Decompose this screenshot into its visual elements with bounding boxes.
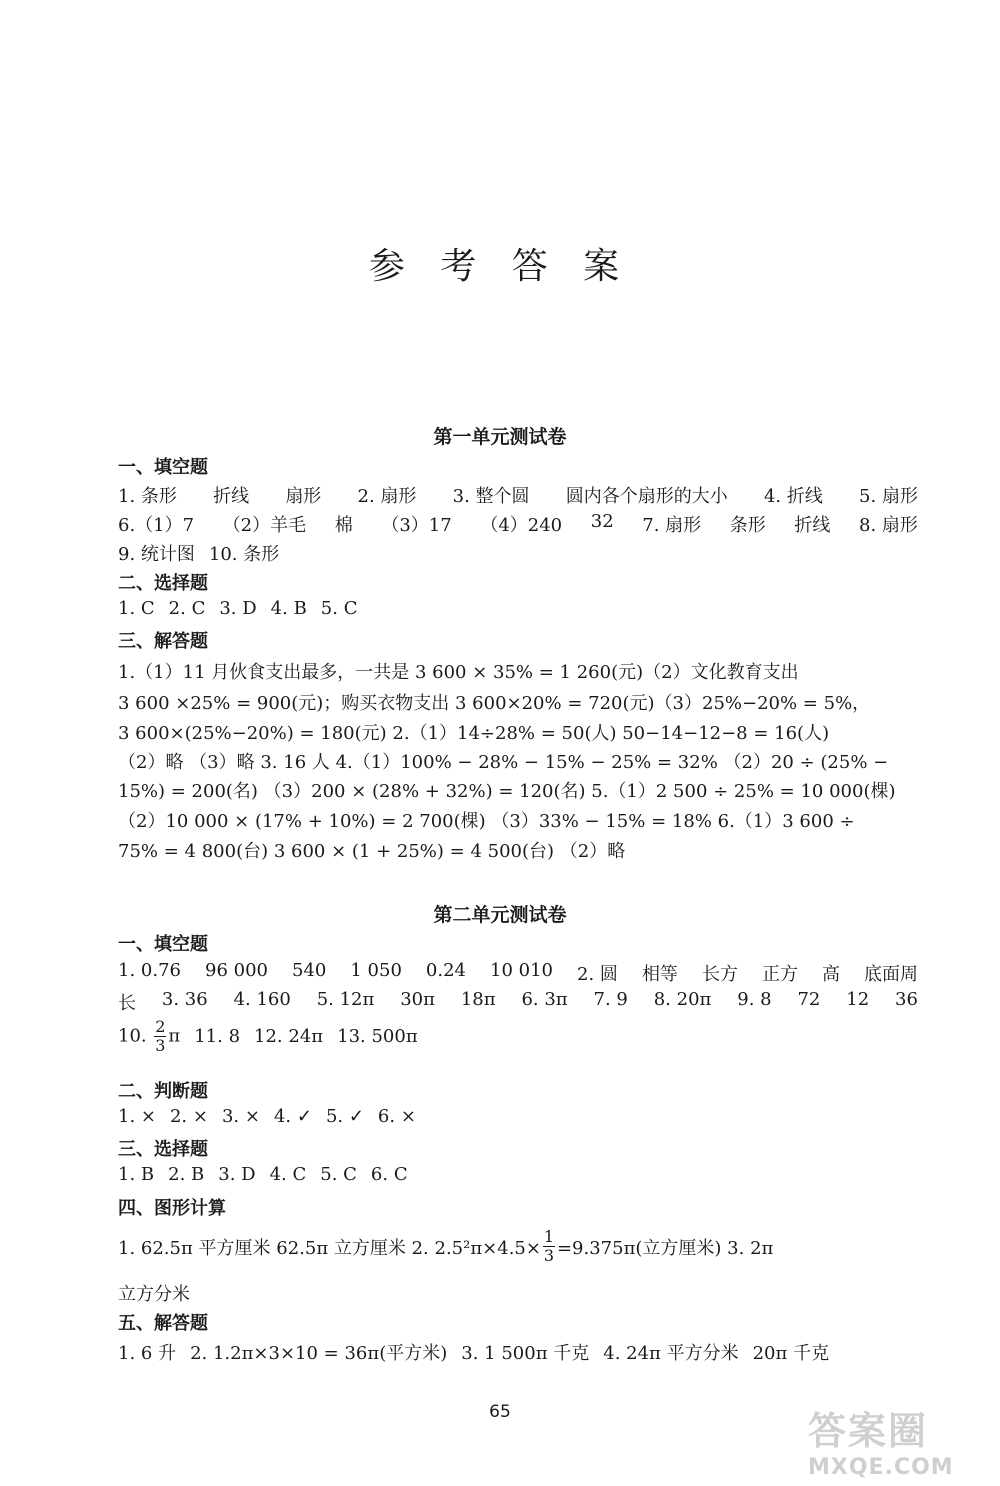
- unit1-title: 第一单元测试卷: [433, 426, 567, 448]
- answer-item: 7. 9: [593, 989, 628, 1010]
- answer-item: 6. 3π: [521, 989, 568, 1010]
- answer-item: 相等: [641, 964, 678, 985]
- answer-item: 3. 1 500π 千克: [461, 1343, 590, 1364]
- unit2-line-6: [118, 1228, 918, 1265]
- answer-item: 5. ✓: [325, 1106, 364, 1127]
- unit2-section-choice: 三、选择题: [118, 1139, 208, 1160]
- answer-item: 36: [895, 989, 918, 1010]
- unit2-line-1: [118, 960, 918, 986]
- answer-item: （2）羊毛: [222, 515, 307, 536]
- answer-item: 13. 500π: [337, 1026, 418, 1047]
- answer-item: 2. 扇形: [357, 486, 417, 507]
- answer-item: 9. 8: [737, 989, 772, 1010]
- answer-item: 6. C: [370, 1164, 408, 1185]
- unit2-line-4: [118, 1106, 918, 1127]
- answer-item: 10 010: [490, 960, 553, 981]
- unit1-line-6: 3 600 ×25% = 900(元)；购买衣物支出 3 600×20% = 720(元)（3）25%−20% = 5%，: [118, 693, 871, 714]
- unit2-line-7: 立方分米: [118, 1284, 190, 1305]
- answer-item: 3. 36: [161, 989, 208, 1010]
- unit1-line-1: [118, 482, 918, 508]
- answer-item: 条形: [729, 515, 766, 536]
- unit1-line-11: 75% = 4 800(台) 3 600 × (1 + 25%) = 4 500(台) （2）略: [118, 841, 626, 862]
- unit2-line-3: [118, 1018, 918, 1055]
- fraction-denominator: 3: [543, 1246, 555, 1265]
- pi-symbol: π: [168, 1025, 181, 1047]
- unit1-line-9: 15%) = 200(名) （3）200 × (28% + 32%) = 120(名) 5.（1）2 500 ÷ 25% = 10 000(棵): [118, 781, 896, 802]
- unit2-section-solution: 五、解答题: [118, 1313, 208, 1334]
- answer-item: 正方: [761, 964, 798, 985]
- unit2-line-2: [118, 989, 918, 1015]
- answer-item: 72: [797, 989, 821, 1010]
- answer-item: 2. ×: [169, 1106, 208, 1127]
- answer-item: 4. 160: [233, 989, 291, 1010]
- answer-item: 3. 整个圆: [452, 486, 530, 507]
- answer-item: 12. 24π: [254, 1026, 324, 1047]
- answer-item: 5. C: [320, 598, 358, 619]
- answer-item: 5. 扇形: [859, 486, 918, 507]
- answer-item: 6. ×: [377, 1106, 416, 1127]
- answer-item: 折线: [794, 515, 831, 536]
- fraction: [154, 1018, 166, 1055]
- fraction: [543, 1228, 555, 1265]
- answer-item: 5. 12π: [316, 989, 375, 1010]
- answer-item: 5. C: [320, 1164, 357, 1185]
- unit2-title: 第二单元测试卷: [433, 904, 567, 926]
- answer-item: 1. ×: [118, 1106, 156, 1127]
- unit2-line-5: [118, 1164, 918, 1185]
- answer-item: 4. B: [270, 598, 307, 619]
- answer-item: 30π: [400, 989, 435, 1010]
- unit1-line-2: [118, 511, 918, 537]
- unit1-line-8: （2）略 （3）略 3. 16 人 4.（1）100% − 28% − 15% − 25% = 32% （2）20 ÷ (25% −: [118, 752, 889, 773]
- item-number: 10.: [118, 1025, 147, 1047]
- unit1-line-5: 1.（1）11 月伙食支出最多，一共是 3 600 × 35% = 1 260(元)（2）文化教育支出: [118, 662, 799, 683]
- unit1-section-fill-blank: 一、填空题: [118, 457, 208, 478]
- answer-item: 540: [292, 960, 327, 981]
- answer-item: 4. ✓: [273, 1106, 312, 1127]
- unit2-section-judge: 二、判断题: [118, 1081, 208, 1102]
- watermark-en: MXQE.COM: [808, 1455, 954, 1480]
- answer-item: 20π 千克: [752, 1343, 830, 1364]
- answer-item: 折线: [213, 486, 250, 507]
- answer-item: 1. 0.76: [118, 960, 181, 981]
- unit1-section-choice: 二、选择题: [118, 573, 208, 594]
- answer-item: 9. 统计图: [118, 544, 195, 565]
- unit2-section-fill-blank: 一、填空题: [118, 934, 208, 955]
- answer-item: 7. 扇形: [642, 515, 702, 536]
- answer-item: 18π: [460, 989, 496, 1010]
- unit2-line-8: [118, 1339, 918, 1365]
- answer-item: 2. B: [168, 1164, 205, 1185]
- page-title: 参 考 答 案: [368, 246, 632, 287]
- answer-text: =9.375π(立方厘米) 3. 2π: [556, 1237, 774, 1259]
- answer-text: 1. 62.5π 平方厘米 62.5π 立方厘米 2. 2.5²π×4.5×: [118, 1237, 541, 1259]
- answer-item: 11. 8: [194, 1026, 241, 1047]
- unit2-section-figure-calc: 四、图形计算: [118, 1198, 226, 1219]
- answer-item: 长: [118, 993, 136, 1014]
- answer-item: 32: [590, 511, 614, 532]
- answer-item: （4）240: [480, 515, 563, 536]
- watermark-logo: [808, 1400, 988, 1480]
- answer-item: 96 000: [205, 960, 268, 981]
- answer-item: 4. 24π 平方分米: [603, 1343, 739, 1364]
- fraction-numerator: 1: [543, 1227, 555, 1246]
- answer-item: （3）17: [381, 515, 452, 536]
- unit1-line-7: 3 600×(25%−20%) = 180(元) 2.（1）14÷28% = 50(人) 50−14−12−8 = 16(人): [118, 723, 830, 744]
- page-number: 65: [489, 1402, 511, 1422]
- answer-item: 2. 圆: [577, 964, 618, 985]
- fraction-numerator: 2: [155, 1017, 166, 1036]
- answer-item: 8. 扇形: [859, 515, 918, 536]
- answer-item: 3. ×: [221, 1106, 260, 1127]
- answer-item: 0.24: [425, 960, 466, 981]
- answer-item: 底面周: [864, 964, 918, 985]
- answer-item: 10. 条形: [208, 544, 280, 565]
- answer-item: 长方: [701, 964, 738, 985]
- answer-item: 6.（1）7: [118, 515, 195, 536]
- answer-item: 12: [846, 989, 870, 1010]
- answer-item: 3. D: [218, 1164, 256, 1185]
- unit1-line-10: （2）10 000 × (17% + 10%) = 2 700(棵) （3）33% − 15% = 18% 6.（1）3 600 ÷: [118, 811, 855, 832]
- answer-item: 8. 20π: [653, 989, 712, 1010]
- answer-item: [118, 1018, 180, 1055]
- answer-item: 1. 条形: [118, 486, 177, 507]
- answer-item: 4. 折线: [763, 486, 823, 507]
- answer-item: 高: [821, 964, 840, 985]
- answer-item: 2. C: [168, 598, 206, 619]
- unit1-section-solution: 三、解答题: [118, 631, 208, 652]
- unit1-line-4: [118, 598, 918, 619]
- answer-item: 4. C: [269, 1164, 307, 1185]
- fraction-denominator: 3: [155, 1036, 166, 1055]
- answer-item: 1. C: [118, 598, 155, 619]
- answer-item: 圆内各个扇形的大小: [565, 486, 728, 507]
- unit1-line-3: [118, 540, 918, 566]
- watermark-cn: 答案圈: [808, 1409, 929, 1453]
- answer-item: 扇形: [285, 486, 322, 507]
- answer-item: 1. 6 升: [118, 1343, 177, 1364]
- answer-item: 3. D: [219, 598, 257, 619]
- answer-item: 2. 1.2π×3×10 = 36π(平方米): [190, 1343, 448, 1364]
- answer-item: 1. B: [118, 1164, 155, 1185]
- answer-item: 1 050: [350, 960, 402, 981]
- answer-item: 棉: [334, 515, 353, 536]
